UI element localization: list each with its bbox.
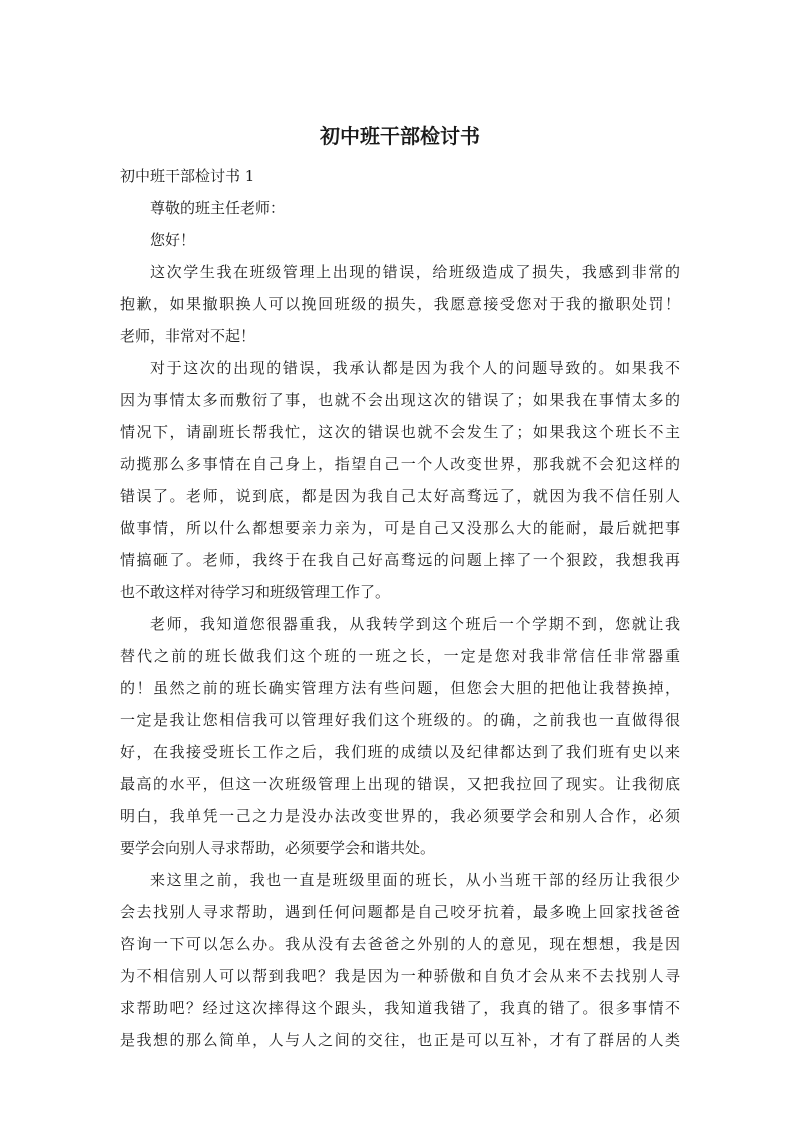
paragraph-line: 因为事情太多而敷衍了事，也就不会出现这次的错误了；如果我在事情太多的 (120, 391, 680, 409)
paragraph-line: 咨询一下可以怎么办。我从没有去爸爸之外别的人的意见，现在想想，我是因 (120, 935, 680, 953)
paragraph-line: 最高的水平，但这一次班级管理上出现的错误，又把我拉回了现实。让我彻底 (120, 775, 680, 793)
paragraph-line: 对于这次的出现的错误，我承认都是因为我个人的问题导致的。如果我不 (150, 359, 680, 377)
paragraph-line: 明白，我单凭一己之力是没办法改变世界的，我必须要学会和别人合作，必须 (120, 807, 680, 825)
paragraph-line: 情搞砸了。老师，我终于在我自己好高骛远的问题上摔了一个狠跤，我想我再 (120, 551, 680, 569)
paragraph-line: 抱歉，如果撤职换人可以挽回班级的损失，我愿意接受您对于我的撤职处罚！ (120, 295, 680, 313)
paragraph-line: 也不敢这样对待学习和班级管理工作了。 (120, 583, 391, 601)
salutation: 尊敬的班主任老师： (150, 199, 286, 217)
document-title: 初中班干部检讨书 (320, 124, 480, 148)
document-body (120, 160, 680, 1056)
paragraph-line: 这次学生我在班级管理上出现的错误，给班级造成了损失，我感到非常的 (150, 263, 680, 281)
paragraph-line: 情况下，请副班长帮我忙，这次的错误也就不会发生了；如果我这个班长不主 (120, 423, 680, 441)
paragraph-line: 做事情，所以什么都想要亲力亲为，可是自己又没那么大的能耐，最后就把事 (120, 519, 680, 537)
paragraph-line: 为不相信别人可以帮到我吧？我是因为一种骄傲和自负才会从来不去找别人寻 (120, 967, 680, 985)
paragraph-line: 动揽那么多事情在自己身上，指望自己一个人改变世界，那我就不会犯这样的 (120, 455, 680, 473)
paragraph-line: 来这里之前，我也一直是班级里面的班长，从小当班干部的经历让我很少 (150, 871, 680, 889)
paragraph-line: 是我想的那么简单，人与人之间的交往，也正是可以互补，才有了群居的人类 (120, 1031, 680, 1049)
paragraph-line: 的！虽然之前的班长确实管理方法有些问题，但您会大胆的把他让我替换掉， (120, 679, 680, 697)
paragraph-1 (120, 256, 680, 352)
paragraph-line: 好，在我接受班长工作之后，我们班的成绩以及纪律都达到了我们班有史以来 (120, 743, 680, 761)
paragraph-line: 错误了。老师，说到底，都是因为我自己太好高骛远了，就因为我不信任别人 (120, 487, 680, 505)
paragraph-line: 老师，非常对不起！ (120, 327, 256, 345)
document-subheading: 初中班干部检讨书 1 (120, 167, 255, 185)
paragraph-line: 替代之前的班长做我们这个班的一班之长，一定是您对我非常信任非常器重 (120, 647, 680, 665)
paragraph-line: 要学会向别人寻求帮助，必须要学会和谐共处。 (120, 839, 436, 857)
paragraph-line: 老师，我知道您很器重我，从我转学到这个班后一个学期不到，您就让我 (150, 615, 680, 633)
paragraph-line: 会去找别人寻求帮助，遇到任何问题都是自己咬牙抗着，最多晚上回家找爸爸 (120, 903, 680, 921)
paragraph-line: 一定是我让您相信我可以管理好我们这个班级的。的确，之前我也一直做得很 (120, 711, 680, 729)
paragraph-2 (120, 352, 680, 608)
paragraph-4 (120, 864, 680, 1056)
paragraph-line: 求帮助吧？经过这次摔得这个跟头，我知道我错了，我真的错了。很多事情不 (120, 999, 680, 1017)
paragraph-3 (120, 608, 680, 864)
greeting: 您好！ (150, 231, 196, 249)
